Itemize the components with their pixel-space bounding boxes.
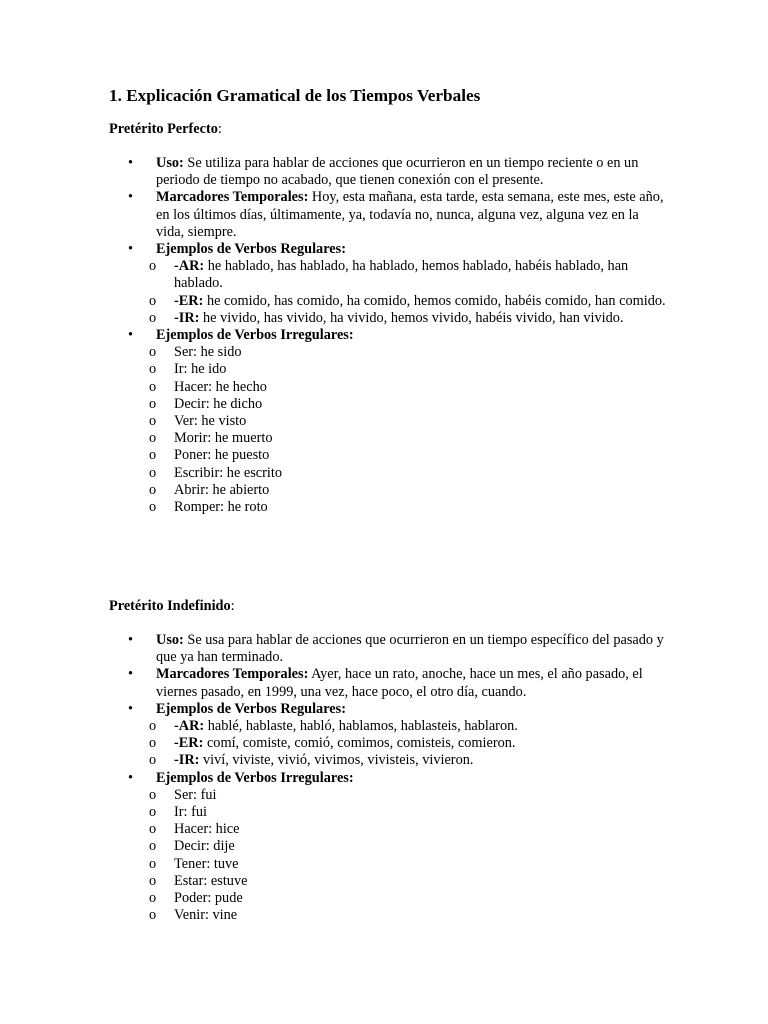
list-item-regulares <box>128 701 668 770</box>
sub-list-item <box>128 413 668 430</box>
verb-group-text: he hablado, has hablado, ha hablado, hemos hablado, habéis hablado, han hablado. <box>174 258 629 292</box>
regulares-sublist <box>128 718 668 770</box>
sub-bullet-icon: o <box>149 481 157 498</box>
sub-bullet-icon: o <box>149 786 157 803</box>
bullet-icon: • <box>128 632 134 648</box>
verb-group-text: comí, comiste, comió, comimos, comisteis, comieron. <box>203 735 516 752</box>
sub-bullet-icon: o <box>149 258 157 275</box>
sub-list-item <box>128 447 668 464</box>
sub-bullet-icon: o <box>149 872 157 889</box>
marcadores-text: Hoy, esta mañana, esta tarde, esta semana, este mes, este año, en los últimos días, últimamente, ya, todavía no, nunca, alguna vez, alguna vez en la vida, siempre. <box>156 189 664 240</box>
sub-list-item <box>128 293 668 310</box>
list-item-uso <box>128 155 668 189</box>
sub-list-item <box>128 310 668 327</box>
sub-list-item <box>128 482 668 499</box>
sub-list-item <box>128 735 668 752</box>
irregulares-sublist <box>128 787 668 925</box>
sub-list-item <box>128 804 668 821</box>
sub-list-item <box>128 499 668 516</box>
marcadores-text: Ayer, hace un rato, anoche, hace un mes, el año pasado, el viernes pasado, en 1999, una vez, hace poco, el otro día, cuando. <box>156 666 643 700</box>
irregular-verb: Estar: estuve <box>174 872 248 889</box>
verb-group-label: -IR: <box>174 309 200 326</box>
sub-list-item <box>128 465 668 482</box>
heading-colon: : <box>230 598 235 614</box>
bullet-icon: • <box>128 189 134 206</box>
irregular-verb: Hacer: he hecho <box>174 378 267 395</box>
sub-bullet-icon: o <box>149 890 157 907</box>
list-item-irregulares <box>128 770 668 925</box>
irregulares-label: Ejemplos de Verbos Irregulares: <box>156 327 354 344</box>
irregular-verb: Decir: he dicho <box>174 395 263 412</box>
irregular-verb: Ser: he sido <box>174 344 242 361</box>
heading-colon: : <box>217 121 222 137</box>
sub-list-item <box>128 890 668 907</box>
section-list-preterito-indefinido <box>128 632 668 924</box>
irregular-verb: Venir: vine <box>174 907 238 924</box>
bullet-icon: • <box>128 155 134 171</box>
bullet-icon: • <box>128 769 134 786</box>
list-item-marcadores <box>128 666 668 700</box>
sub-bullet-icon: o <box>149 821 157 838</box>
regulares-label: Ejemplos de Verbos Regulares: <box>156 700 346 717</box>
marcadores-label: Marcadores Temporales: <box>156 189 309 206</box>
sub-list-item <box>128 361 668 378</box>
sub-list-item <box>128 856 668 873</box>
irregular-verb: Tener: tuve <box>174 855 239 872</box>
verb-group-text: he comido, has comido, ha comido, hemos comido, habéis comido, han comido. <box>203 292 666 309</box>
irregular-verb: Ir: fui <box>174 804 207 821</box>
sub-bullet-icon: o <box>149 309 157 326</box>
irregular-verb: Escribir: he escrito <box>174 464 282 481</box>
irregular-verb: Romper: he roto <box>174 499 268 516</box>
section-heading-preterito-perfecto <box>109 121 222 138</box>
sub-bullet-icon: o <box>149 718 157 735</box>
sub-list-item <box>128 821 668 838</box>
uso-label: Uso: <box>156 632 184 648</box>
irregulares-label: Ejemplos de Verbos Irregulares: <box>156 769 354 786</box>
irregular-verb: Poder: pude <box>174 890 243 907</box>
sub-bullet-icon: o <box>149 447 157 464</box>
sub-bullet-icon: o <box>149 752 157 769</box>
verb-group-label: -IR: <box>174 752 200 769</box>
sub-list-item <box>128 752 668 769</box>
sub-bullet-icon: o <box>149 464 157 481</box>
verb-group-label: -ER: <box>174 735 204 752</box>
regulares-sublist <box>128 258 668 327</box>
list-item-uso <box>128 632 668 666</box>
bullet-icon: • <box>128 327 134 344</box>
list-item-regulares <box>128 241 668 327</box>
uso-text: Se usa para hablar de acciones que ocurrieron en un tiempo específico del pasado y que ya han terminado. <box>156 632 664 666</box>
sub-bullet-icon: o <box>149 292 157 309</box>
bullet-icon: • <box>128 666 134 683</box>
sub-bullet-icon: o <box>149 361 157 378</box>
bullet-icon: • <box>128 241 134 258</box>
sub-bullet-icon: o <box>149 838 157 855</box>
verb-group-text: viví, viviste, vivió, vivimos, vivisteis, vivieron. <box>199 752 474 769</box>
sub-list-item <box>128 430 668 447</box>
sub-list-item <box>128 379 668 396</box>
irregular-verb: Ir: he ido <box>174 361 227 378</box>
sub-bullet-icon: o <box>149 855 157 872</box>
bullet-icon: • <box>128 700 134 717</box>
sub-list-item <box>128 907 668 924</box>
irregular-verb: Abrir: he abierto <box>174 481 270 498</box>
section-heading-preterito-indefinido <box>109 598 235 615</box>
sub-bullet-icon: o <box>149 413 157 430</box>
section-heading-text: Pretérito Indefinido <box>109 598 231 614</box>
sub-bullet-icon: o <box>149 344 157 361</box>
sub-bullet-icon: o <box>149 395 157 412</box>
verb-group-label: -AR: <box>174 258 205 275</box>
verb-group-text: hablé, hablaste, habló, hablamos, hablasteis, hablaron. <box>204 718 518 735</box>
irregular-verb: Hacer: hice <box>174 821 240 838</box>
irregular-verb: Ver: he visto <box>174 413 247 430</box>
regulares-label: Ejemplos de Verbos Regulares: <box>156 241 346 258</box>
sub-list-item <box>128 718 668 735</box>
irregulares-sublist <box>128 344 668 516</box>
sub-bullet-icon: o <box>149 378 157 395</box>
list-item-irregulares <box>128 327 668 516</box>
uso-text: Se utiliza para hablar de acciones que ocurrieron en un tiempo reciente o en un periodo de tiempo no acabado, que tienen conexión con el presente. <box>156 155 639 189</box>
marcadores-label: Marcadores Temporales: <box>156 666 309 683</box>
uso-label: Uso: <box>156 155 184 171</box>
page-title: 1. Explicación Gramatical de los Tiempos Verbales <box>109 86 481 105</box>
verb-group-text: he vivido, has vivido, ha vivido, hemos vivido, habéis vivido, han vivido. <box>199 309 624 326</box>
section-list-preterito-perfecto <box>128 155 668 516</box>
sub-list-item <box>128 787 668 804</box>
sub-bullet-icon: o <box>149 804 157 821</box>
sub-list-item <box>128 344 668 361</box>
verb-group-label: -ER: <box>174 292 204 309</box>
sub-list-item <box>128 873 668 890</box>
sub-list-item <box>128 258 668 292</box>
sub-list-item <box>128 838 668 855</box>
list-item-marcadores <box>128 189 668 241</box>
section-heading-text: Pretérito Perfecto <box>109 121 218 137</box>
sub-bullet-icon: o <box>149 907 157 924</box>
sub-bullet-icon: o <box>149 499 157 516</box>
verb-group-label: -AR: <box>174 718 205 735</box>
irregular-verb: Ser: fui <box>174 786 217 803</box>
sub-list-item <box>128 396 668 413</box>
irregular-verb: Poner: he puesto <box>174 447 270 464</box>
sub-bullet-icon: o <box>149 735 157 752</box>
irregular-verb: Morir: he muerto <box>174 430 273 447</box>
irregular-verb: Decir: dije <box>174 838 235 855</box>
sub-bullet-icon: o <box>149 430 157 447</box>
